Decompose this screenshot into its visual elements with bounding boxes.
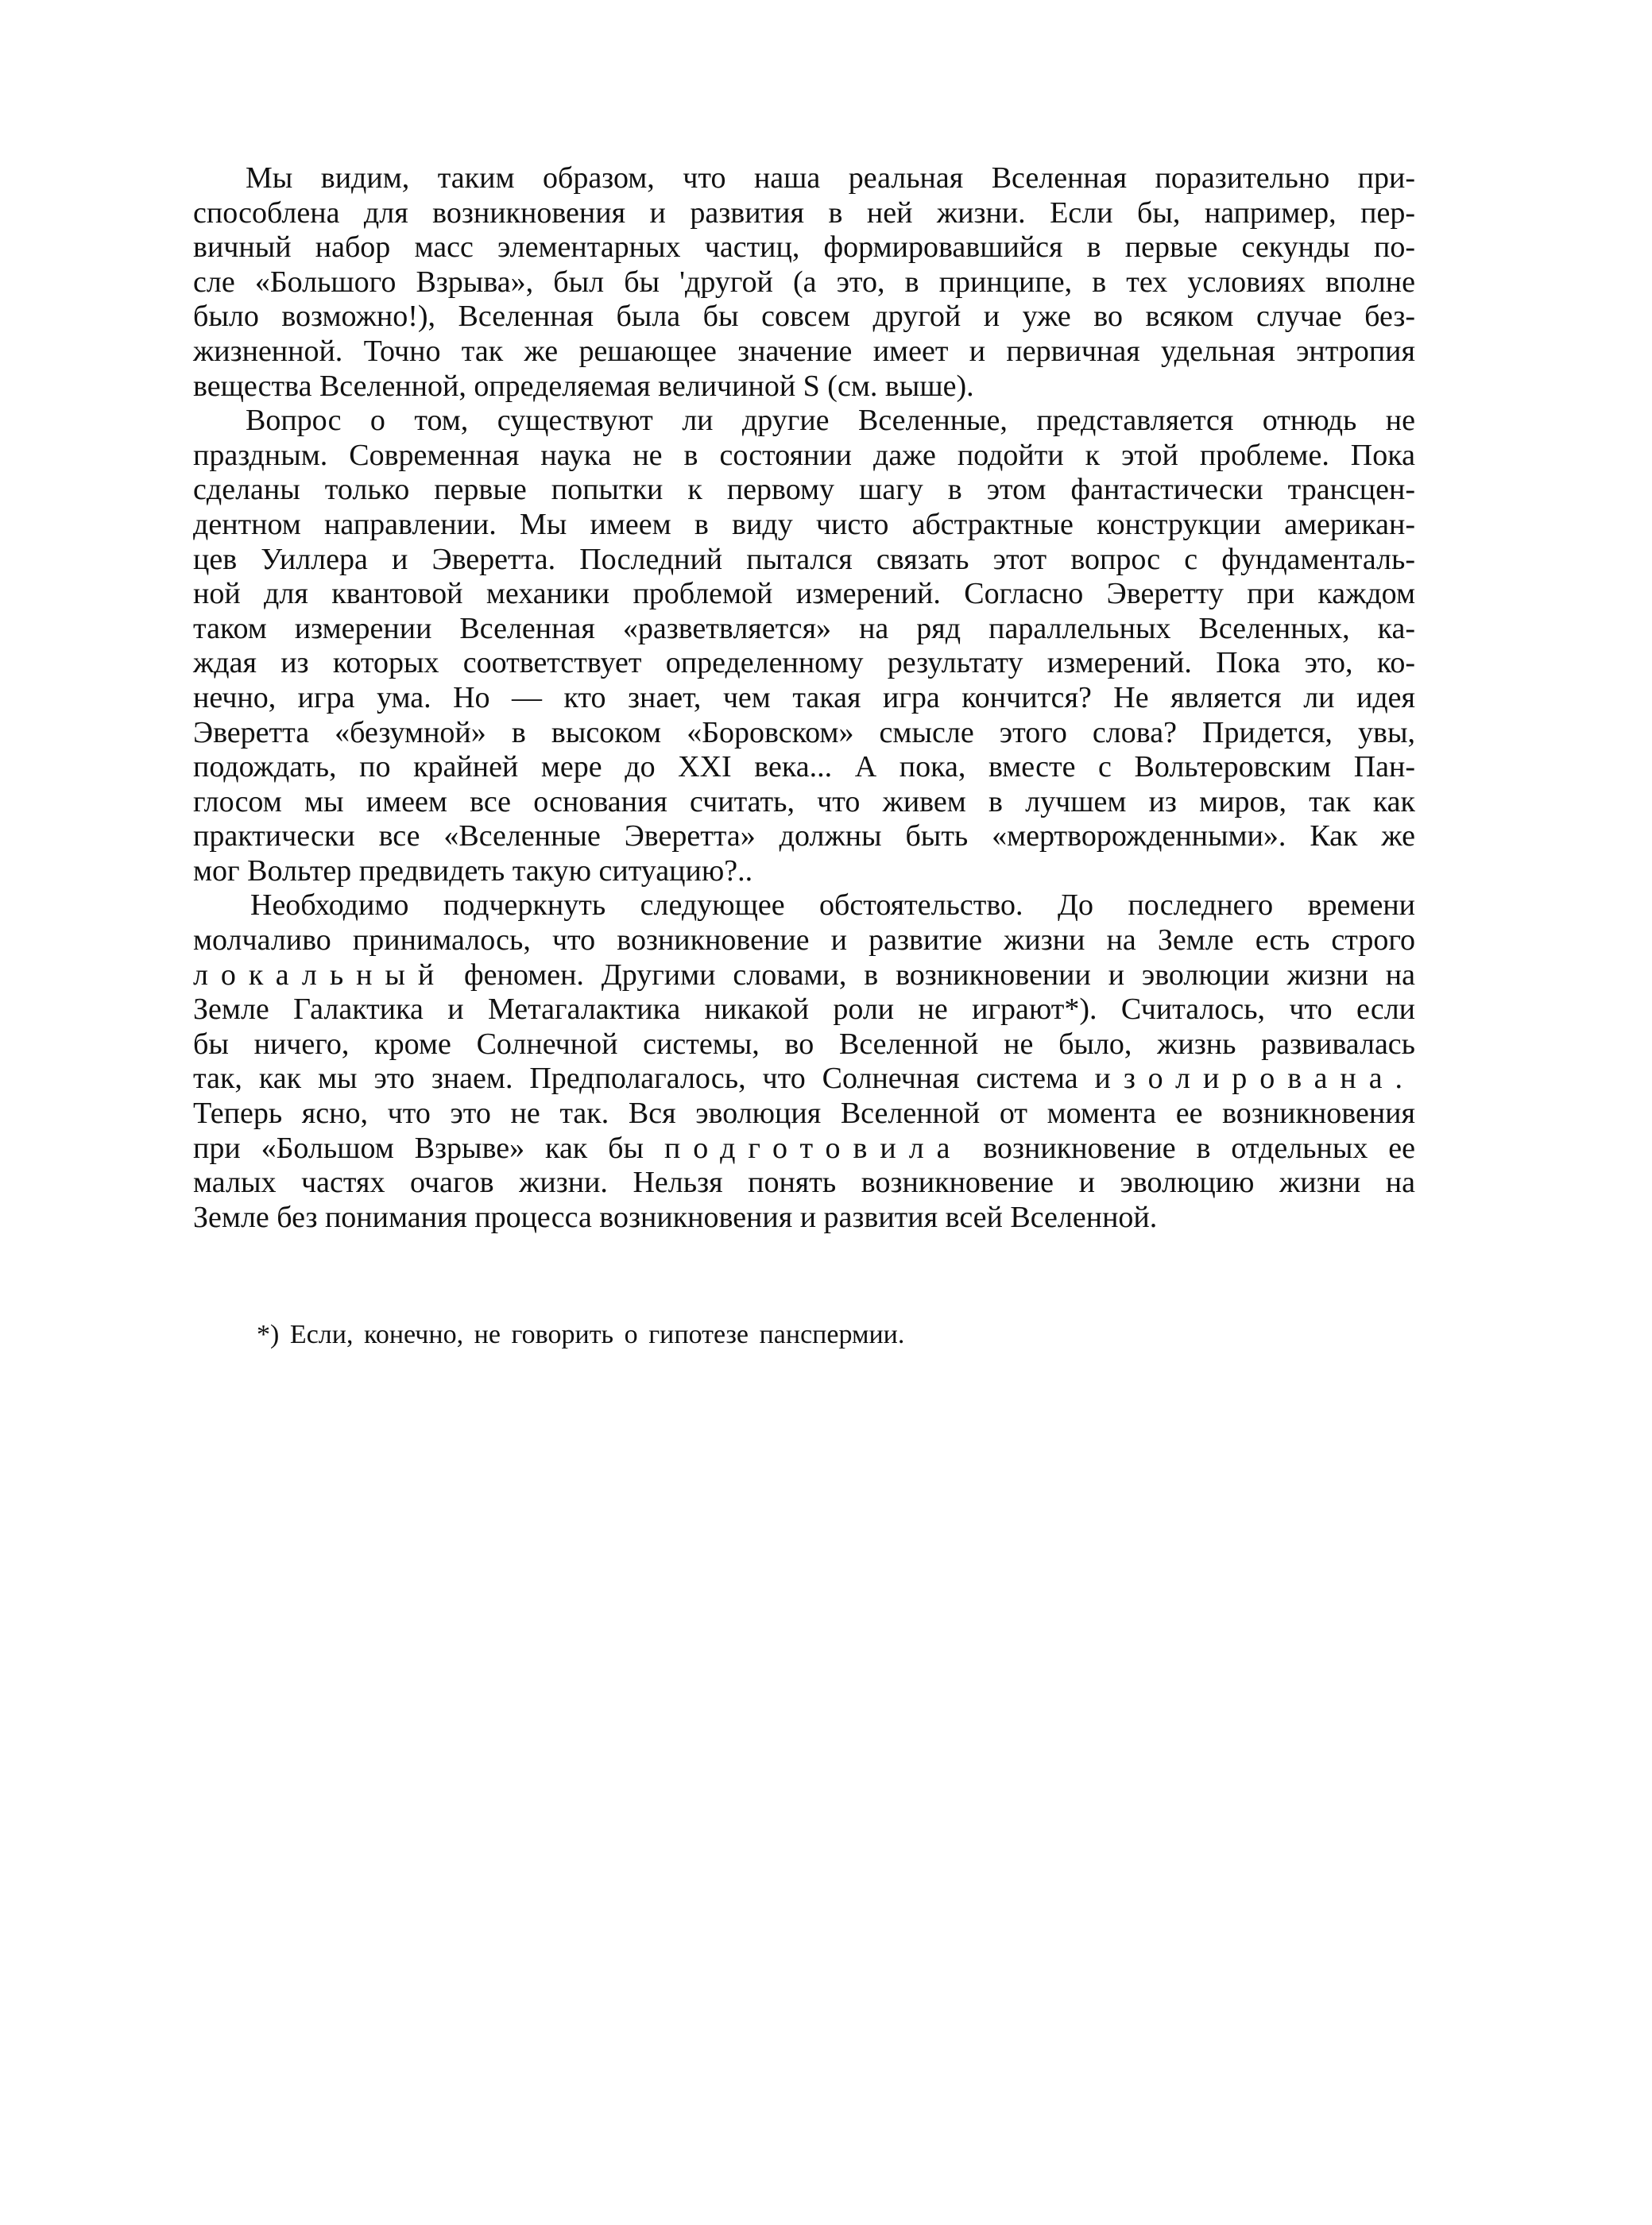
text-line: Мы видим, таким образом, что наша реальная Вселенная поразительно при- xyxy=(246,161,1415,195)
paragraph-2 xyxy=(193,404,1415,888)
text-fragment: возникновение в отдельных ее xyxy=(962,1131,1415,1165)
emphasized-word: подготовила xyxy=(664,1131,963,1165)
footnote: *) Если, конечно, не говорить о гипотезе панспермии. xyxy=(257,1320,905,1349)
text-fragment: при «Большом Взрыве» как бы xyxy=(193,1131,664,1165)
text-line: способлена для возникновения и развития в ней жизни. Если бы, например, пер- xyxy=(193,195,1415,230)
text-line: таком измерении Вселенная «разветвляется» на ряд параллельных Вселенных, ка- xyxy=(193,611,1415,645)
text-fragment: феномен. Другими словами, в возникновении и эволюции жизни на xyxy=(447,958,1415,992)
text-line: Эверетта «безумной» в высоком «Боровском» смысле этого слова? Придется, увы, xyxy=(193,715,1415,749)
text-line: молчаливо принималось, что возникновение и развитие жизни на Земле есть строго xyxy=(193,923,1415,958)
text-line: малых частях очагов жизни. Нельзя понять возникновение и эволюцию жизни на xyxy=(193,1166,1415,1200)
text-line: сделаны только первые попытки к первому шагу в этом фантастически трансцен- xyxy=(193,473,1415,507)
text-line: дентном направлении. Мы имеем в виду чисто абстрактные конструкции американ- xyxy=(193,507,1415,541)
text-line: жизненной. Точно так же решающее значение имеет и первичная удельная энтропия xyxy=(193,334,1415,368)
text-line xyxy=(193,1132,1415,1167)
text-line: мог Вольтер предвидеть такую ситуацию?.. xyxy=(193,853,753,888)
text-line: Необходимо подчеркнуть следующее обстоятельство. До последнего времени xyxy=(250,888,1415,923)
text-line: было возможно!), Вселенная была бы совсем другой и уже во всяком случае без- xyxy=(193,300,1415,334)
paragraph-3 xyxy=(193,888,1415,1235)
text-fragment: так, как мы это знаем. Предполагалось, что Солнечная система xyxy=(193,1062,1095,1096)
text-line: нечно, игра ума. Но — кто знает, чем такая игра кончится? Не является ли идея xyxy=(193,680,1415,714)
text-line: практически все «Вселенные Эверетта» должны быть «мертворожденными». Как же xyxy=(193,819,1415,853)
text-line: Вопрос о том, существуют ли другие Вселенные, представляется отнюдь не xyxy=(246,404,1415,438)
text-line: Земле без понимания процесса возникновения и развития всей Вселенной. xyxy=(193,1200,1158,1234)
emphasized-word: локальный xyxy=(193,958,447,992)
emphasized-word: изолирована. xyxy=(1094,1062,1415,1096)
body-text xyxy=(193,161,1415,1235)
text-line: подождать, по крайней мере до XXI века... А пока, вместе с Вольтеровским Пан- xyxy=(193,750,1415,784)
text-line: бы ничего, кроме Солнечной системы, во Вселенной не было, жизнь развивалась xyxy=(193,1027,1415,1061)
text-line: ждая из которых соответствует определенному результату измерений. Пока это, ко- xyxy=(193,646,1415,680)
text-line: ной для квантовой механики проблемой измерений. Согласно Эверетту при каждом xyxy=(193,577,1415,611)
text-line: праздным. Современная наука не в состоянии даже подойти к этой проблеме. Пока xyxy=(193,438,1415,472)
text-line: Земле Галактика и Метагалактика никакой роли не играют*). Считалось, что если xyxy=(193,993,1415,1027)
text-line: вичный набор масс элементарных частиц, формировавшийся в первые секунды по- xyxy=(193,230,1415,265)
text-line: вещества Вселенной, определяемая величиной S (см. выше). xyxy=(193,369,974,403)
paragraph-1 xyxy=(193,161,1415,404)
text-line xyxy=(193,1062,1415,1097)
text-line: Теперь ясно, что это не так. Вся эволюция Вселенной от момента ее возникновения xyxy=(193,1097,1415,1131)
text-line: цев Уиллера и Эверетта. Последний пытался связать этот вопрос с фундаменталь- xyxy=(193,542,1415,576)
text-line: сле «Большого Взрыва», был бы 'другой (а это, в принципе, в тех условиях вполне xyxy=(193,265,1415,299)
text-line xyxy=(193,958,1415,993)
text-line: глосом мы имеем все основания считать, что живем в лучшем из миров, так как xyxy=(193,784,1415,818)
